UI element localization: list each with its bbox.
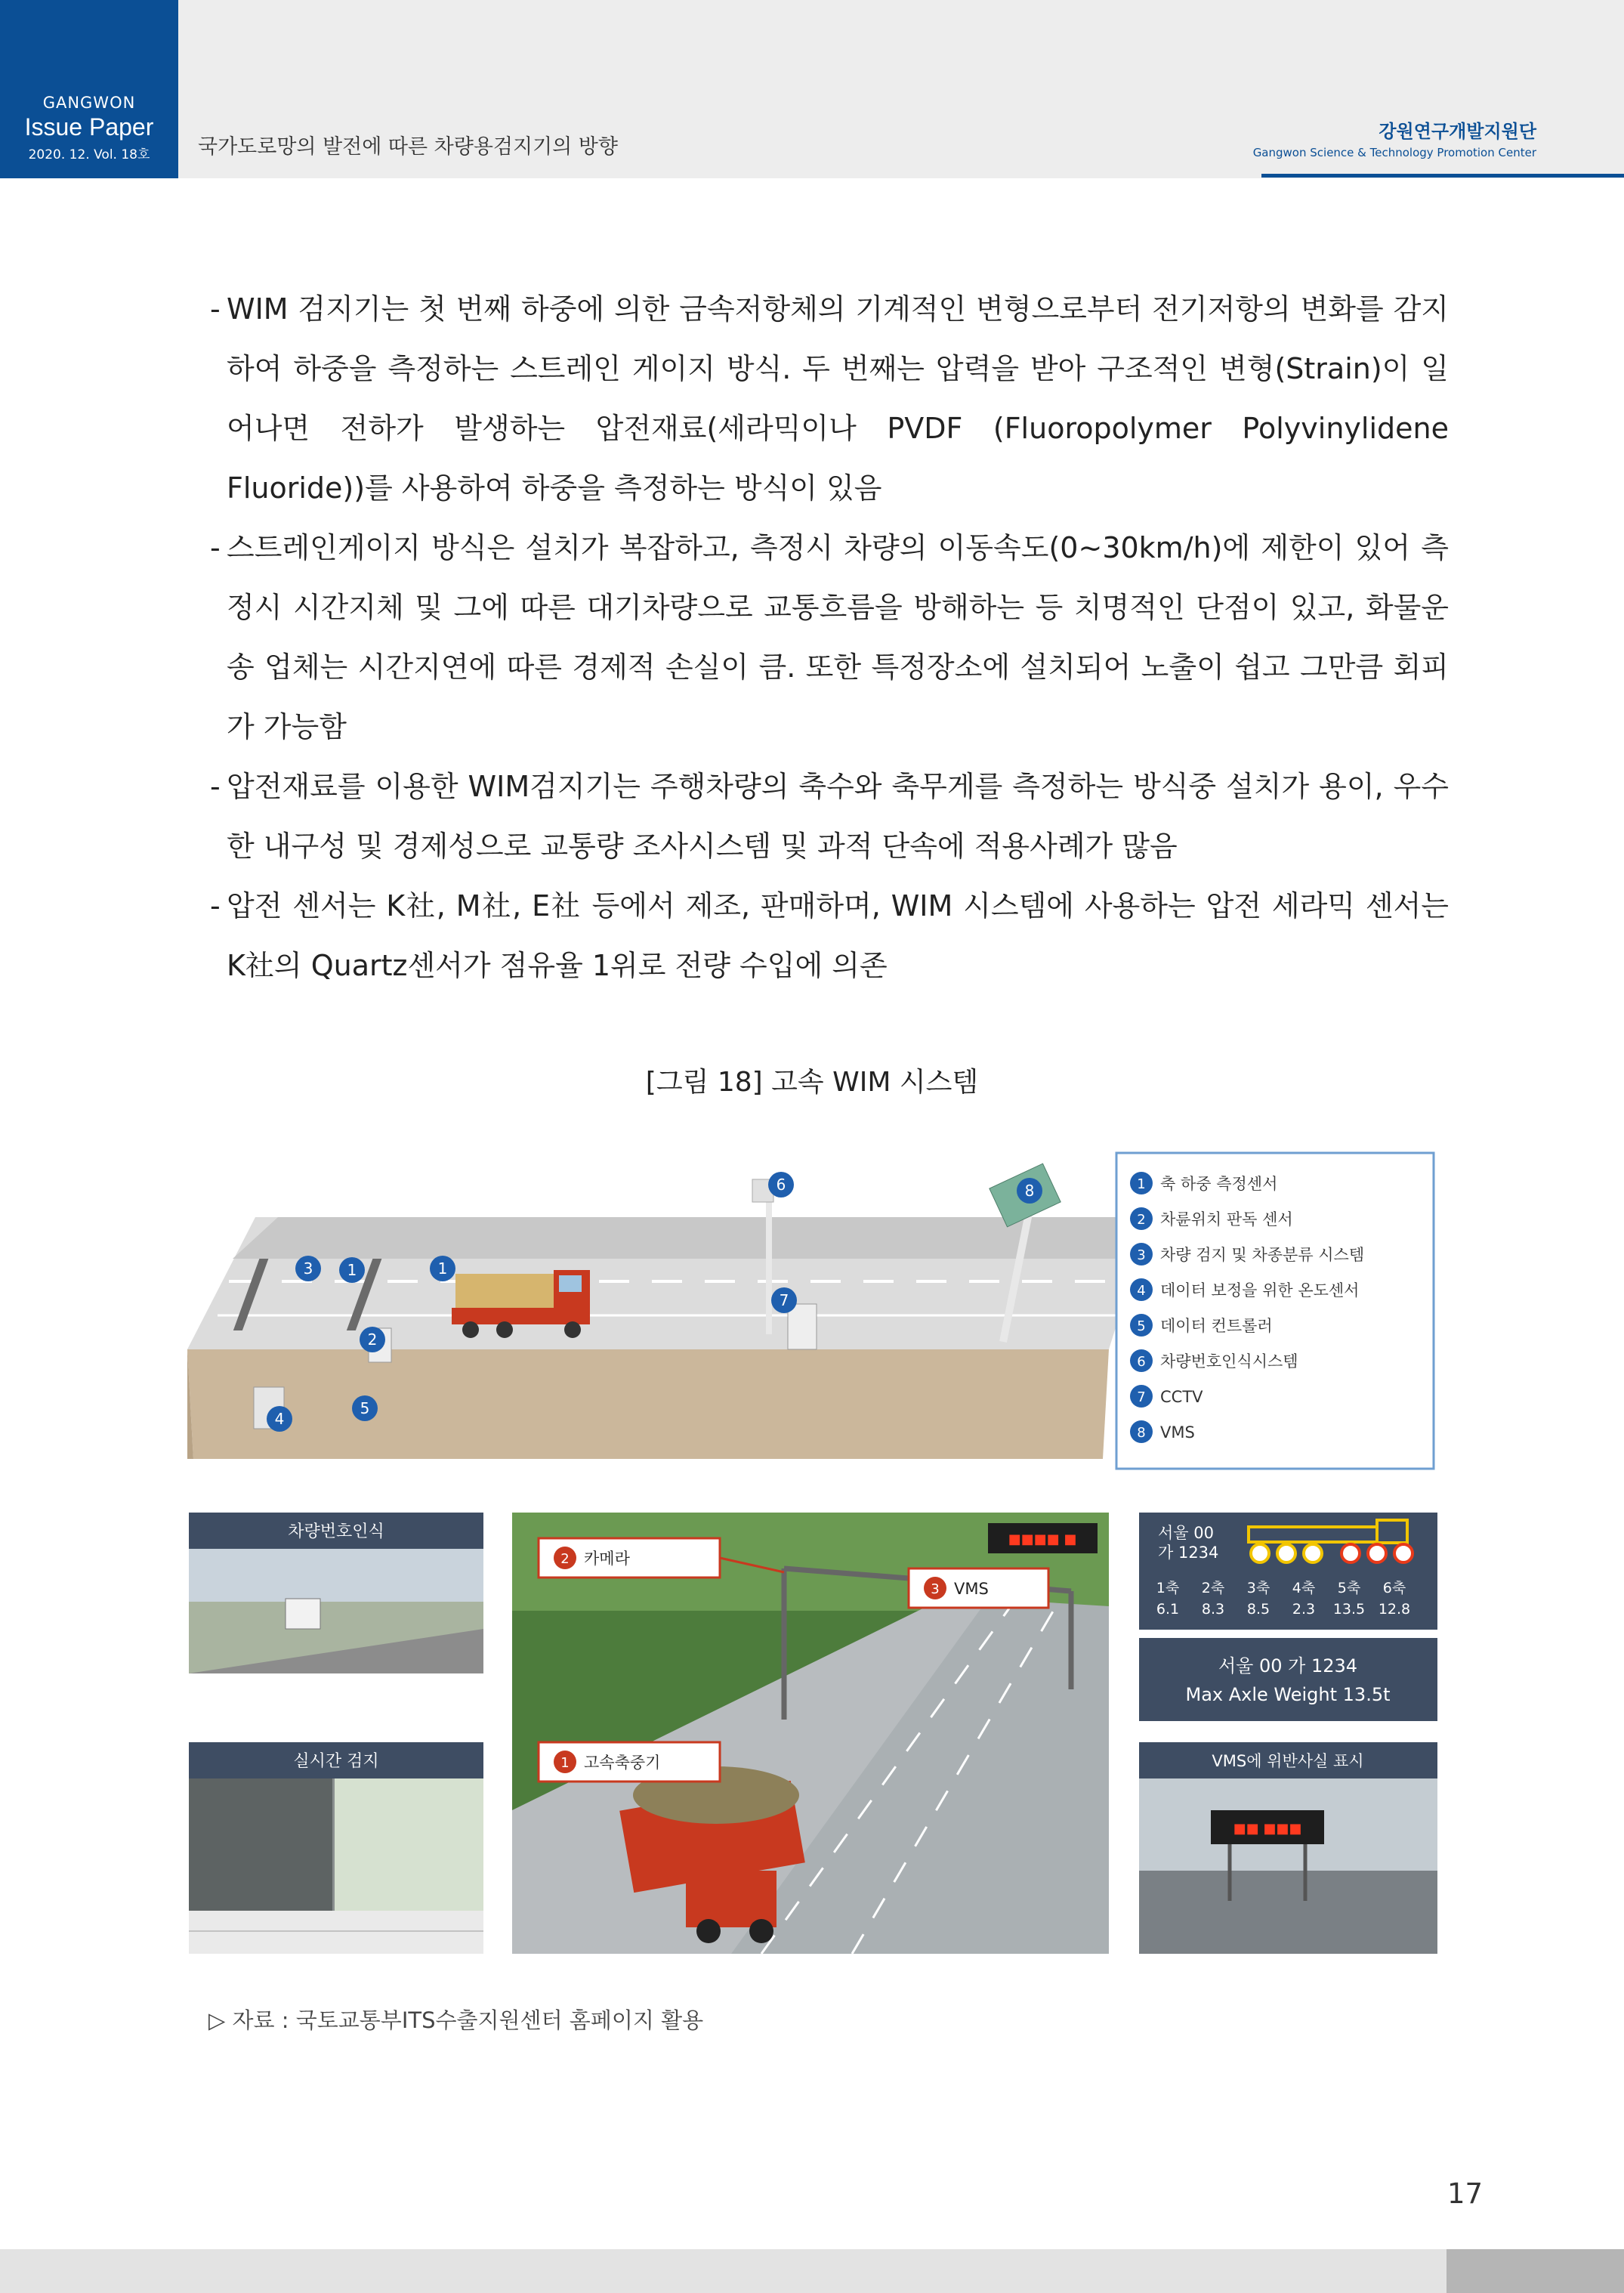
- svg-text:차량 검지 및 차종분류 시스템: 차량 검지 및 차종분류 시스템: [1160, 1246, 1365, 1264]
- legend-item: [1130, 1278, 1359, 1301]
- svg-text:12.8: 12.8: [1378, 1601, 1411, 1618]
- callout-wim: [539, 1742, 720, 1782]
- figure-source-note: ▷ 자료 : 국토교통부ITS수출지원센터 홈페이지 활용: [208, 2007, 704, 2033]
- svg-text:1축: 1축: [1156, 1580, 1180, 1596]
- svg-text:■■ ■■■: ■■ ■■■: [1233, 1821, 1302, 1837]
- marker-7: [771, 1287, 797, 1313]
- marker-8: [1017, 1178, 1042, 1204]
- svg-text:4: 4: [1137, 1283, 1146, 1299]
- bullet-item: - 압전재료를 이용한 WIM검지기는 주행차량의 축수와 축무게를 측정하는 방식중 설치가 용이, 우수한 내구성 및 경제성으로 교통량 조사시스템 및 과적 단속에 적용사례가 많음: [210, 770, 1449, 863]
- svg-text:2: 2: [1137, 1212, 1146, 1228]
- svg-text:차량번호인식: 차량번호인식: [288, 1522, 384, 1541]
- page-number: 17: [1447, 2177, 1484, 2210]
- vms-violation-panel: [1139, 1742, 1437, 1954]
- svg-text:3: 3: [931, 1581, 940, 1597]
- footer-bar: [0, 2249, 1624, 2293]
- svg-text:8: 8: [1137, 1425, 1146, 1441]
- road-illustration: [187, 1163, 1150, 1459]
- legend-item: [1130, 1420, 1195, 1443]
- svg-text:VMS: VMS: [954, 1580, 989, 1598]
- wim-system-figure: [187, 1145, 1437, 1954]
- svg-text:7: 7: [1137, 1389, 1146, 1405]
- svg-text:2.3: 2.3: [1292, 1601, 1316, 1618]
- svg-text:1: 1: [437, 1259, 448, 1278]
- svg-text:1: 1: [347, 1261, 357, 1279]
- panel-realtime-detection: [189, 1742, 483, 1954]
- issue-badge: [0, 0, 178, 178]
- axle-weight-panel: [1139, 1513, 1437, 1630]
- svg-text:2축: 2축: [1201, 1580, 1225, 1596]
- svg-text:1: 1: [560, 1755, 570, 1771]
- marker-2: [360, 1327, 385, 1352]
- marker-6: [768, 1172, 794, 1197]
- bullet-text: 스트레인게이지 방식은 설치가 복잡하고, 측정시 차량의 이동속도(0~30km/h)에 제한이 있어 측정시 시간지체 및 그에 따른 대기차량으로 교통흐름을 방해하는 등 치명적인 단점이 있고, 화물운송 업체는 시간지연에 따른 경제적 손실이 큼. 또한 특정장소에 설치되어 노출이 쉽고 그만큼 회피가 가능함: [227, 531, 1449, 743]
- svg-text:8.5: 8.5: [1246, 1601, 1270, 1618]
- svg-text:축 하중 측정센서: 축 하중 측정센서: [1160, 1175, 1278, 1193]
- marker-4: [267, 1406, 292, 1432]
- svg-text:카메라: 카메라: [584, 1550, 630, 1568]
- badge-issue-date: 2020. 12. Vol. 18호: [28, 147, 150, 162]
- figure-caption: [그림 18] 고속 WIM 시스템: [645, 1067, 979, 1098]
- bullet-text: 압전재료를 이용한 WIM검지기는 주행차량의 축수와 축무게를 측정하는 방식중 설치가 용이, 우수한 내구성 및 경제성으로 교통량 조사시스템 및 과적 단속에 적용사례가 많음: [227, 770, 1449, 863]
- svg-text:1: 1: [1137, 1176, 1146, 1192]
- header-accent-line: [1261, 174, 1624, 178]
- figure-legend: [1116, 1153, 1434, 1469]
- callout-vms: [909, 1568, 1048, 1608]
- svg-text:6.1: 6.1: [1156, 1601, 1180, 1618]
- svg-text:고속축중기: 고속축중기: [584, 1754, 661, 1772]
- svg-text:8.3: 8.3: [1201, 1601, 1225, 1618]
- bullet-item: - WIM 검지기는 첫 번째 하중에 의한 금속저항체의 기계적인 변형으로부터 전기저항의 변화를 감지하여 하중을 측정하는 스트레인 게이지 방식. 두 번째는 압력을 받아 구조적인 변형(Strain)이 일어나면 전하가 발생하는 압전재료(세라믹이나 PVDF (Fluoropolymer Polyvinylidene Fluoride))를 사용하여 하중을 측정하는 방식이 있음: [210, 292, 1449, 505]
- marker-5: [352, 1395, 378, 1421]
- page-header: [0, 0, 1624, 178]
- legend-item: [1130, 1385, 1203, 1408]
- svg-text:6축: 6축: [1382, 1580, 1406, 1596]
- bullet-item: - 스트레인게이지 방식은 설치가 복잡하고, 측정시 차량의 이동속도(0~30km/h)에 제한이 있어 측정시 시간지체 및 그에 따른 대기차량으로 교통흐름을 방해하는 등 치명적인 단점이 있고, 화물운송 업체는 시간지연에 따른 경제적 손실이 큼. 또한 특정장소에 설치되어 노출이 쉽고 그만큼 회피가 가능함: [210, 531, 1449, 743]
- svg-text:실시간 검지: 실시간 검지: [293, 1752, 379, 1771]
- svg-text:VMS에 위반사실 표시: VMS에 위반사실 표시: [1212, 1752, 1364, 1770]
- footer-tab: [1446, 2249, 1624, 2293]
- legend-item: [1130, 1243, 1364, 1265]
- svg-text:VMS: VMS: [1160, 1423, 1195, 1442]
- svg-text:차량번호인식시스템: 차량번호인식시스템: [1160, 1352, 1298, 1371]
- bullet-list: [210, 280, 1449, 996]
- svg-text:6: 6: [776, 1176, 786, 1194]
- svg-text:8: 8: [1024, 1182, 1035, 1200]
- badge-region: GANGWON: [42, 94, 136, 112]
- panel-plate-recognition: [189, 1513, 483, 1673]
- svg-text:7: 7: [779, 1291, 789, 1309]
- badge-series: Issue Paper: [24, 113, 154, 141]
- svg-text:Max Axle Weight 13.5t: Max Axle Weight 13.5t: [1185, 1684, 1391, 1705]
- svg-text:13.5: 13.5: [1332, 1601, 1366, 1618]
- svg-text:차륜위치 판독 센서: 차륜위치 판독 센서: [1160, 1210, 1293, 1228]
- svg-text:4축: 4축: [1292, 1580, 1316, 1596]
- svg-text:5: 5: [360, 1399, 370, 1417]
- svg-text:4: 4: [274, 1410, 285, 1428]
- svg-text:2: 2: [560, 1551, 570, 1567]
- svg-text:3축: 3축: [1246, 1580, 1270, 1596]
- svg-text:6: 6: [1137, 1354, 1146, 1370]
- svg-text:서울 00 가 1234: 서울 00 가 1234: [1218, 1655, 1358, 1676]
- svg-text:3: 3: [1137, 1247, 1146, 1263]
- marker-1a: [339, 1257, 365, 1283]
- organization-name-en: Gangwon Science & Technology Promotion Center: [1252, 146, 1536, 159]
- bullet-text: WIM 검지기는 첫 번째 하중에 의한 금속저항체의 기계적인 변형으로부터 전기저항의 변화를 감지하여 하중을 측정하는 스트레인 게이지 방식. 두 번째는 압력을 받아 구조적인 변형(Strain)이 일어나면 전하가 발생하는 압전재료(세라믹이나 PVDF (Fluoropolymer Polyvinylidene Fluoride))를 사용하여 하중을 측정하는 방식이 있음: [227, 292, 1449, 505]
- document-title: 국가도로망의 발전에 따른 차량용검지기의 방향: [198, 135, 618, 159]
- svg-text:데이터 보정을 위한 온도센서: 데이터 보정을 위한 온도센서: [1160, 1281, 1360, 1299]
- svg-text:3: 3: [303, 1259, 313, 1278]
- marker-1b: [430, 1256, 455, 1281]
- svg-text:데이터 컨트롤러: 데이터 컨트롤러: [1160, 1317, 1273, 1335]
- svg-text:서울 00: 서울 00: [1158, 1524, 1214, 1542]
- svg-text:5축: 5축: [1337, 1580, 1361, 1596]
- bullet-text: 압전 센서는 K社, M社, E社 등에서 제조, 판매하며, WIM 시스템에 사용하는 압전 세라믹 센서는 K社의 Quartz센서가 점유율 1위로 전량 수입에 의존: [227, 889, 1449, 982]
- highway-photo: [512, 1513, 1109, 1954]
- svg-text:CCTV: CCTV: [1160, 1388, 1203, 1406]
- bullet-item: - 압전 센서는 K社, M社, E社 등에서 제조, 판매하며, WIM 시스템에 사용하는 압전 세라믹 센서는 K社의 Quartz센서가 점유율 1위로 전량 수입에 의존: [210, 889, 1449, 982]
- max-axle-panel: [1139, 1638, 1437, 1721]
- marker-3: [295, 1256, 321, 1281]
- svg-text:2: 2: [367, 1330, 378, 1349]
- svg-text:5: 5: [1137, 1318, 1146, 1334]
- svg-text:가 1234: 가 1234: [1158, 1544, 1219, 1562]
- organization-name: 강원연구개발지원단: [1379, 121, 1536, 142]
- svg-text:■■■■ ■: ■■■■ ■: [1008, 1531, 1077, 1547]
